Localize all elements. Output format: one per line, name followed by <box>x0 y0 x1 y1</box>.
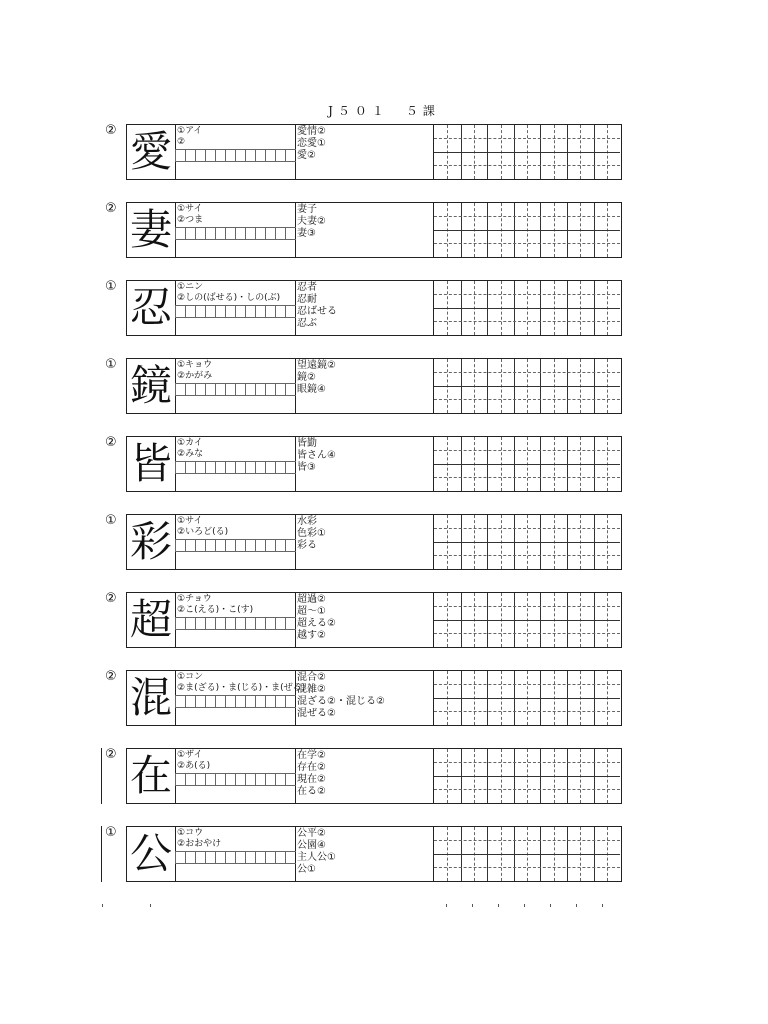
readings-cell <box>175 359 296 413</box>
kun-reading: ②こ(える)・こ(す) <box>177 605 254 615</box>
kun-reading: ②おおやけ <box>177 839 222 849</box>
kun-reading: ②あ(る) <box>177 761 211 771</box>
vocab-word: 混ざる②・混じる② <box>297 696 385 707</box>
kanji-card <box>126 358 622 414</box>
readings-cell <box>175 437 296 491</box>
practice-grid <box>433 437 620 491</box>
vocabulary-cell <box>295 359 431 413</box>
vocab-word: 混合② <box>297 672 326 683</box>
margin-line <box>101 826 102 882</box>
kanji-character: 愛 <box>127 125 176 179</box>
kun-reading: ②いろど(る) <box>177 527 229 537</box>
level-number: ② <box>105 669 117 684</box>
on-reading: ①カイ <box>177 438 203 448</box>
kanji-card <box>126 670 622 726</box>
vocab-word: 夫妻② <box>297 216 326 227</box>
kun-reading: ② <box>177 137 186 147</box>
vocab-word: 望遠鏡② <box>297 360 336 371</box>
vocab-word: 色彩① <box>297 528 326 539</box>
vocab-word: 妻③ <box>297 228 316 239</box>
kanji-character: 鏡 <box>127 359 176 413</box>
vocabulary-cell <box>295 593 431 647</box>
vocab-word: 超～① <box>297 606 326 617</box>
vocab-word: 混雑② <box>297 684 326 695</box>
kanji-card <box>126 124 622 180</box>
kanji-row <box>105 670 621 726</box>
vocabulary-cell <box>295 671 431 725</box>
level-number: ② <box>105 123 117 138</box>
kanji-card <box>126 280 622 336</box>
on-reading: ①ニン <box>177 282 204 292</box>
stroke-order-grid <box>175 461 295 473</box>
level-number: ② <box>105 747 117 762</box>
kanji-card <box>126 748 622 804</box>
readings-cell <box>175 827 296 881</box>
stroke-order-grid <box>175 773 295 785</box>
kanji-row <box>105 202 621 258</box>
readings-cell <box>175 671 306 725</box>
level-number: ① <box>105 513 117 528</box>
on-reading: ①チョウ <box>177 594 212 604</box>
readings-cell <box>175 593 296 647</box>
practice-grid <box>433 281 620 335</box>
practice-grid <box>433 359 620 413</box>
level-number: ① <box>105 279 117 294</box>
level-number: ① <box>105 825 117 840</box>
vocabulary-cell <box>295 281 431 335</box>
practice-grid <box>433 515 620 569</box>
practice-grid <box>433 593 620 647</box>
kanji-character: 超 <box>127 593 176 647</box>
stroke-order-grid <box>175 695 295 707</box>
readings-cell <box>175 203 296 257</box>
stroke-order-grid <box>175 539 295 551</box>
vocab-word: 愛情② <box>297 126 326 137</box>
vocab-word: 超える② <box>297 618 336 629</box>
vocab-word: 公園④ <box>297 840 326 851</box>
kun-reading: ②みな <box>177 449 204 459</box>
vocabulary-cell <box>295 827 431 881</box>
stroke-order-grid <box>175 227 295 239</box>
practice-grid <box>433 203 620 257</box>
kanji-character: 混 <box>127 671 176 725</box>
kanji-character: 公 <box>127 827 176 881</box>
stroke-order-grid <box>175 617 295 629</box>
practice-grid <box>433 671 620 725</box>
kanji-character: 忍 <box>127 281 176 335</box>
vocab-word: 公平② <box>297 828 326 839</box>
kanji-card <box>126 592 622 648</box>
kun-reading: ②かがみ <box>177 371 213 381</box>
vocab-word: 在学② <box>297 750 326 761</box>
vocab-word: 皆③ <box>297 462 316 473</box>
on-reading: ①サイ <box>177 516 203 526</box>
vocab-word: 超過② <box>297 594 326 605</box>
vocab-word: 妻子 <box>297 204 317 215</box>
level-number: ② <box>105 201 117 216</box>
kun-reading: ②しの(ばせる)・しの(ぶ) <box>177 293 281 303</box>
kanji-row <box>105 358 621 414</box>
vocabulary-cell <box>295 125 431 179</box>
level-number: ② <box>105 435 117 450</box>
readings-cell <box>175 749 296 803</box>
readings-cell <box>175 281 296 335</box>
kanji-character: 在 <box>127 749 176 803</box>
kun-reading: ②ま(ざる)・ま(じる)・ま(ぜる) <box>177 683 306 693</box>
vocab-word: 存在② <box>297 762 326 773</box>
vocab-word: 忍者 <box>297 282 317 293</box>
vocab-word: 愛② <box>297 150 316 161</box>
stroke-order-grid <box>175 851 295 863</box>
vocabulary-cell <box>295 749 431 803</box>
on-reading: ①コウ <box>177 828 204 838</box>
kanji-row <box>105 124 621 180</box>
vocab-word: 越す② <box>297 630 326 641</box>
vocabulary-cell <box>295 437 431 491</box>
on-reading: ①サイ <box>177 204 203 214</box>
kanji-row <box>105 826 621 882</box>
kanji-card <box>126 202 622 258</box>
kanji-character: 彩 <box>127 515 176 569</box>
vocab-word: 眼鏡④ <box>297 384 326 395</box>
kanji-card <box>126 514 622 570</box>
vocab-word: 忍ぶ <box>297 318 317 329</box>
vocab-word: 忍ばせる <box>297 306 337 317</box>
kanji-character: 皆 <box>127 437 176 491</box>
vocab-word: 鏡② <box>297 372 316 383</box>
vocab-word: 水彩 <box>297 516 317 527</box>
readings-cell <box>175 515 296 569</box>
kanji-character: 妻 <box>127 203 176 257</box>
vocab-word: 彩る <box>297 540 317 551</box>
vocabulary-cell <box>295 203 431 257</box>
kanji-row <box>105 592 621 648</box>
vocabulary-cell <box>295 515 431 569</box>
stroke-order-grid <box>175 149 295 161</box>
practice-grid <box>433 125 620 179</box>
vocab-word: 忍耐 <box>297 294 317 305</box>
on-reading: ①コン <box>177 672 204 682</box>
practice-grid <box>433 749 620 803</box>
kanji-row <box>105 514 621 570</box>
kun-reading: ②つま <box>177 215 204 225</box>
on-reading: ①ザイ <box>177 750 203 760</box>
kanji-card <box>126 436 622 492</box>
vocab-word: 主人公① <box>297 852 336 863</box>
level-number: ① <box>105 357 117 372</box>
kanji-row <box>105 436 621 492</box>
vocab-word: 皆さん④ <box>297 450 336 461</box>
vocab-word: 現在② <box>297 774 326 785</box>
level-number: ② <box>105 591 117 606</box>
on-reading: ①アイ <box>177 126 203 136</box>
page-title: J５０１ ５課 <box>328 104 440 118</box>
vocab-word: 在る② <box>297 786 326 797</box>
stroke-order-grid <box>175 305 295 317</box>
vocab-word: 皆勤 <box>297 438 317 449</box>
stroke-order-grid <box>175 383 295 395</box>
on-reading: ①キョウ <box>177 360 213 370</box>
vocab-word: 恋愛① <box>297 138 326 149</box>
margin-line <box>101 748 102 804</box>
kanji-row <box>105 748 621 804</box>
readings-cell <box>175 125 296 179</box>
kanji-row <box>105 280 621 336</box>
practice-grid <box>433 827 620 881</box>
kanji-card <box>126 826 622 882</box>
vocab-word: 混ぜる② <box>297 708 336 719</box>
vocab-word: 公① <box>297 864 316 875</box>
